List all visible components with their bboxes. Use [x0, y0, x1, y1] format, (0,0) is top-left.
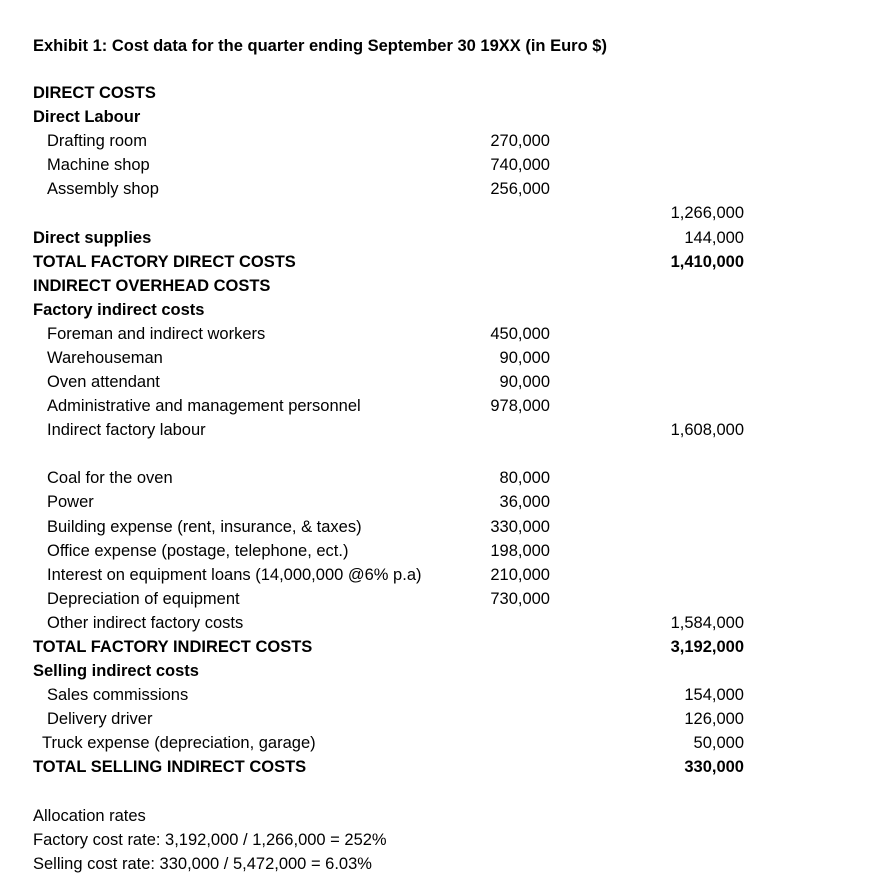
row-label: Indirect factory labour [47, 421, 206, 439]
section-heading-indirect-overhead [0, 274, 876, 298]
row-total: 330,000 [684, 758, 744, 776]
row-label: TOTAL FACTORY INDIRECT COSTS [33, 638, 313, 656]
row-subtotal: 50,000 [693, 734, 744, 752]
row-label: Direct supplies [33, 229, 152, 247]
cost-row [0, 683, 876, 707]
row-label: DIRECT COSTS [33, 84, 156, 102]
cost-row [0, 418, 876, 442]
total-row-factory-indirect [0, 635, 876, 659]
cost-row [0, 226, 876, 250]
cost-row [0, 370, 876, 394]
row-amount: 330,000 [490, 518, 550, 536]
row-label: Depreciation of equipment [47, 590, 240, 608]
row-label: TOTAL SELLING INDIRECT COSTS [33, 758, 307, 776]
subsection-heading-direct-labour [0, 105, 876, 129]
factory-cost-rate: Factory cost rate: 3,192,000 / 1,266,000 = 252% [33, 831, 387, 849]
subsection-heading-selling-indirect [0, 659, 876, 683]
cost-row [0, 394, 876, 418]
row-amount: 210,000 [490, 566, 550, 584]
row-amount: 90,000 [499, 349, 550, 367]
row-label: TOTAL FACTORY DIRECT COSTS [33, 253, 296, 271]
row-label: Machine shop [47, 156, 150, 174]
row-label: Power [47, 493, 94, 511]
row-amount: 740,000 [490, 156, 550, 174]
row-label: Oven attendant [47, 373, 160, 391]
row-amount: 730,000 [490, 590, 550, 608]
row-subtotal: 154,000 [684, 686, 744, 704]
cost-row [0, 707, 876, 731]
cost-row [0, 731, 876, 755]
cost-row [0, 466, 876, 490]
total-row-factory-direct [0, 250, 876, 274]
allocation-heading: Allocation rates [33, 807, 146, 825]
row-label: Warehouseman [47, 349, 163, 367]
row-label: INDIRECT OVERHEAD COSTS [33, 277, 271, 295]
row-amount: 256,000 [490, 180, 550, 198]
row-label: Delivery driver [47, 710, 153, 728]
subtotal-row [0, 201, 876, 225]
row-label: Interest on equipment loans (14,000,000 @6% p.a) [47, 566, 422, 584]
cost-row [0, 539, 876, 563]
cost-row [0, 587, 876, 611]
cost-row [0, 322, 876, 346]
row-subtotal: 1,584,000 [670, 614, 744, 632]
row-subtotal: 144,000 [684, 229, 744, 247]
row-total: 1,410,000 [670, 253, 744, 271]
row-label: Administrative and management personnel [47, 397, 361, 415]
row-label: Direct Labour [33, 108, 141, 126]
row-label: Assembly shop [47, 180, 159, 198]
row-label: Foreman and indirect workers [47, 325, 266, 343]
total-row-selling-indirect [0, 755, 876, 779]
row-label: Selling indirect costs [33, 662, 199, 680]
cost-row [0, 346, 876, 370]
cost-row [0, 129, 876, 153]
section-heading-direct-costs [0, 81, 876, 105]
cost-row [0, 490, 876, 514]
exhibit-title: Exhibit 1: Cost data for the quarter ending September 30 19XX (in Euro $) [33, 37, 607, 55]
cost-row [0, 153, 876, 177]
row-label: Factory indirect costs [33, 301, 205, 319]
cost-row [0, 515, 876, 539]
row-amount: 270,000 [490, 132, 550, 150]
row-subtotal: 126,000 [684, 710, 744, 728]
cost-row [0, 611, 876, 635]
subsection-heading-factory-indirect [0, 298, 876, 322]
row-label: Office expense (postage, telephone, ect.) [47, 542, 349, 560]
row-subtotal: 1,266,000 [670, 204, 744, 222]
cost-row [0, 177, 876, 201]
row-label: Drafting room [47, 132, 147, 150]
row-amount: 450,000 [490, 325, 550, 343]
row-label: Other indirect factory costs [47, 614, 244, 632]
row-subtotal: 1,608,000 [670, 421, 744, 439]
row-amount: 978,000 [490, 397, 550, 415]
row-label: Building expense (rent, insurance, & taxes) [47, 518, 362, 536]
row-label: Coal for the oven [47, 469, 173, 487]
row-amount: 80,000 [499, 469, 550, 487]
selling-cost-rate: Selling cost rate: 330,000 / 5,472,000 = 6.03% [33, 855, 372, 873]
row-label: Truck expense (depreciation, garage) [42, 734, 316, 752]
row-total: 3,192,000 [670, 638, 744, 656]
row-amount: 198,000 [490, 542, 550, 560]
cost-row [0, 563, 876, 587]
row-label: Sales commissions [47, 686, 189, 704]
row-amount: 36,000 [499, 493, 550, 511]
row-amount: 90,000 [499, 373, 550, 391]
